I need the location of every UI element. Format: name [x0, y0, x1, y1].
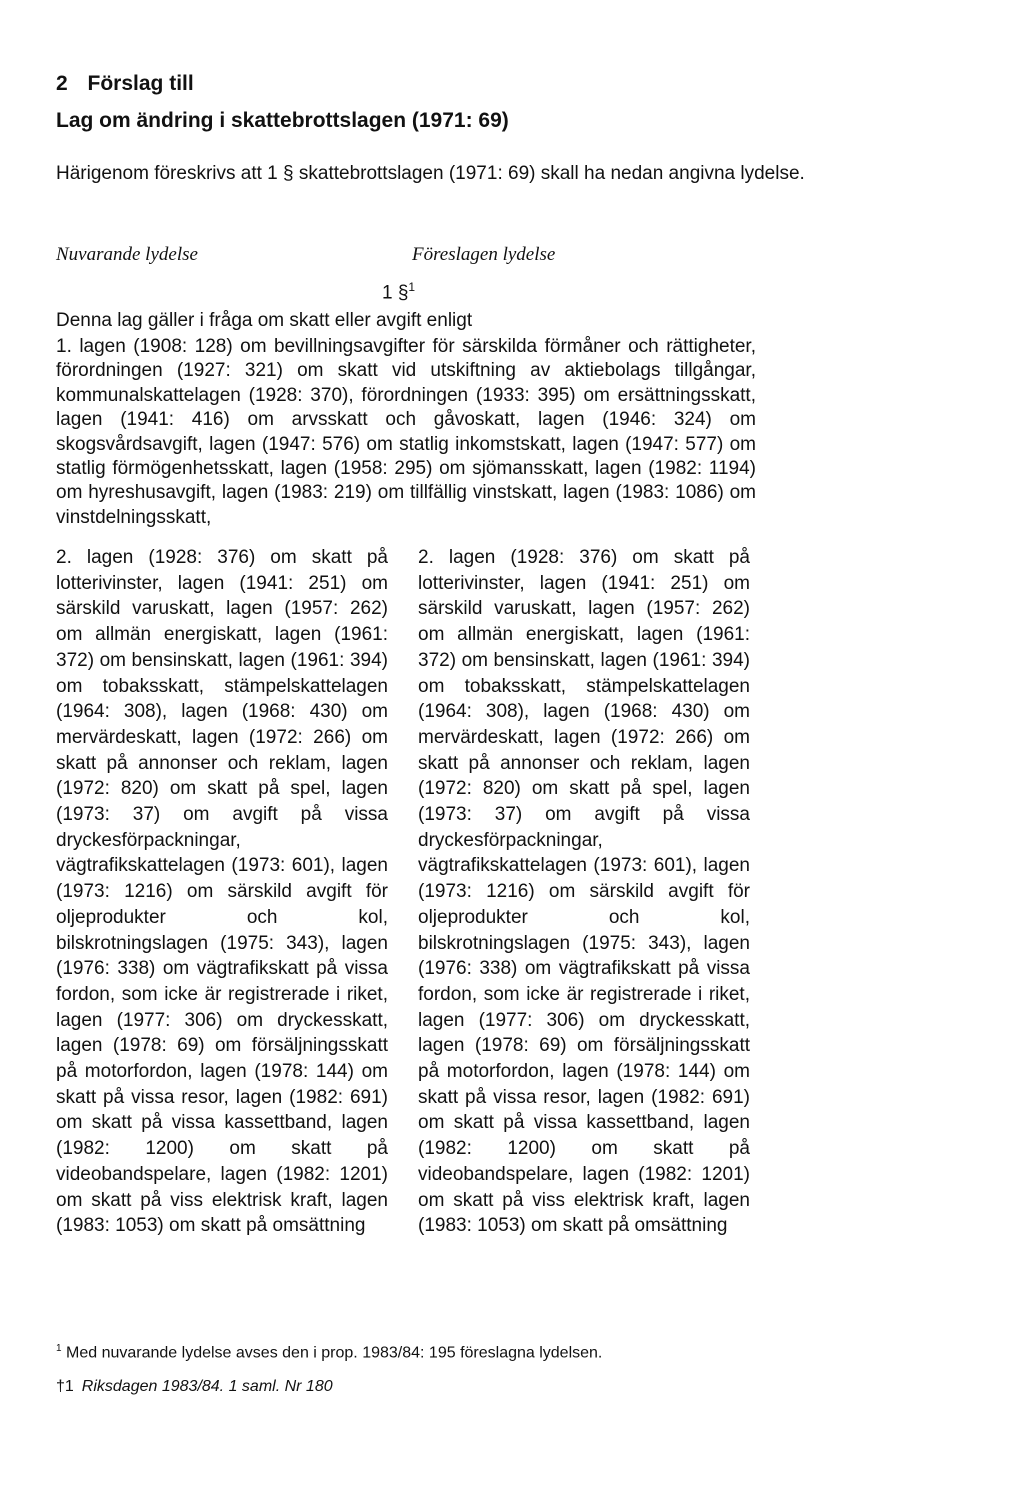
proposed-wording-heading: Föreslagen lydelse [412, 244, 556, 265]
section-label: 1 § [382, 282, 409, 304]
footnote [56, 1343, 602, 1362]
law-title: Lag om ändring i skattebrottslagen (1971: 69) [56, 109, 509, 132]
source-marker: †1 [56, 1378, 74, 1395]
current-wording-heading: Nuvarande lydelse [56, 244, 198, 265]
section-footnote-ref: 1 [408, 280, 416, 294]
chapter-number: 2 [56, 72, 68, 95]
item-2-proposed-text: 2. lagen (1928: 376) om skatt på lotterivinster, lagen (1941: 251) om särskild varuskatt, lagen (1957: 262) om allmän energiskatt, lagen (1961: 372) om bensinskatt, lagen (1961: 394) om tobaksskatt, stämpelskattelagen (1964: 308), lagen (1968: 430) om mervärdeskatt, lagen (1972: 266) om skatt på annonser och reklam, lagen (1972: 820) om skatt på spel, lagen (1973: 37) om avgift på vissa dryckesförpackningar, vägtrafikskattelagen (1973: 601), lagen (1973: 1216) om särskild avgift för oljeprodukter och kol, bilskrotningslagen (1975: 343), lagen (1976: 338) om vägtrafikskatt på vissa fordon, som icke är registrerade i riket, lagen (1977: 306) om dryckesskatt, lagen (1978: 69) om försäljningsskatt på motorfordon, lagen (1978: 144) om skatt på vissa resor, lagen (1982: 691) om skatt på vissa kassettband, lagen (1982: 1200) om skatt på videobandspelare, lagen (1982: 1201) om skatt på viss elektrisk kraft, lagen (1983: 1053) om skatt på omsättning [418, 547, 750, 1237]
lead-text: Denna lag gäller i fråga om skatt eller avgift enligt [56, 310, 473, 331]
intro-paragraph: Härigenom föreskrivs att 1 § skattebrottslagen (1971: 69) skall ha nedan angivna lydelse. [56, 163, 805, 184]
chapter-title: Förslag till [87, 72, 194, 95]
item-1-text: 1. lagen (1908: 128) om bevillningsavgifter för särskilda förmåner och rättigheter, förordningen (1927: 321) om skatt vid utskiftning av aktiebolags tillgångar, kommunalskattelagen (1928: 370), förordningen (1933: 395) om ersättningsskatt, lagen (1941: 416) om arvsskatt och gåvoskatt, lagen (1946: 324) om skogsvårdsavgift, lagen (1947: 576) om statlig inkomstskatt, lagen (1947: 577) om statlig förmögenhetsskatt, lagen (1958: 295) om sjömansskatt, lagen (1982: 1194) om hyreshusavgift, lagen (1983: 219) om tillfällig vinstskatt, lagen (1983: 1086) om vinstdelningsskatt, [56, 336, 756, 528]
footnote-text: Med nuvarande lydelse avses den i prop. 1983/84: 195 föreslagna lydelsen. [66, 1344, 603, 1362]
source-reference [56, 1378, 333, 1396]
section-number [382, 280, 415, 304]
chapter-heading [56, 72, 194, 96]
footnote-marker: 1 [56, 1343, 62, 1354]
source-citation: Riksdagen 1983/84. 1 saml. Nr 180 [81, 1378, 333, 1395]
item-2-current-text: 2. lagen (1928: 376) om skatt på lotterivinster, lagen (1941: 251) om särskild varuskatt, lagen (1957: 262) om allmän energiskatt, lagen (1961: 372) om bensinskatt, lagen (1961: 394) om tobaksskatt, stämpelskattelagen (1964: 308), lagen (1968: 430) om mervärdeskatt, lagen (1972: 266) om skatt på annonser och reklam, lagen (1972: 820) om skatt på spel, lagen (1973: 37) om avgift på vissa dryckesförpackningar, vägtrafikskattelagen (1973: 601), lagen (1973: 1216) om särskild avgift för oljeprodukter och kol, bilskrotningslagen (1975: 343), lagen (1976: 338) om vägtrafikskatt på vissa fordon, som icke är registrerade i riket, lagen (1977: 306) om dryckesskatt, lagen (1978: 69) om försäljningsskatt på motorfordon, lagen (1978: 144) om skatt på vissa resor, lagen (1982: 691) om skatt på vissa kassettband, lagen (1982: 1200) om skatt på videobandspelare, lagen (1982: 1201) om skatt på viss elektrisk kraft, lagen (1983: 1053) om skatt på omsättning [56, 547, 388, 1237]
